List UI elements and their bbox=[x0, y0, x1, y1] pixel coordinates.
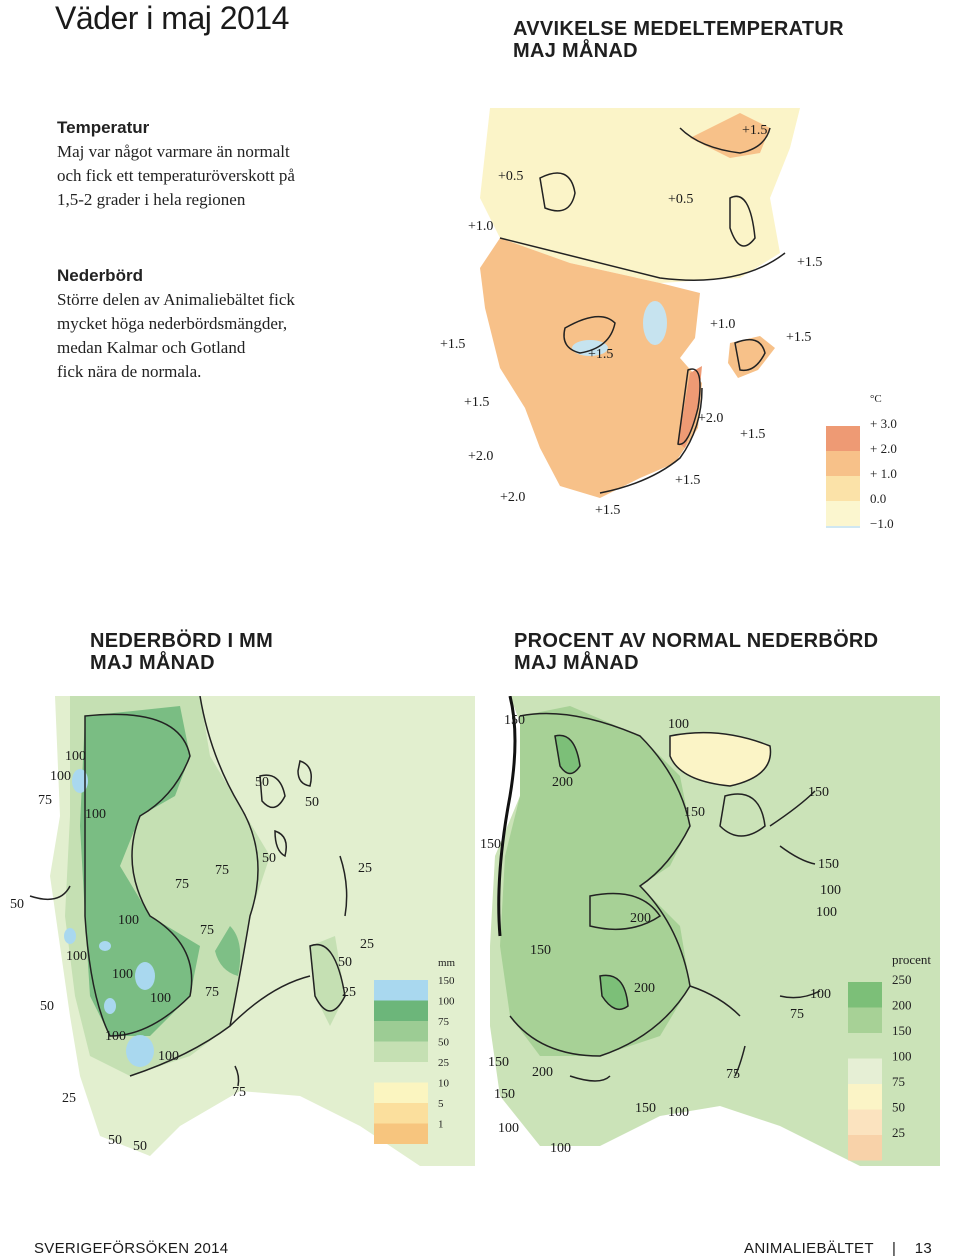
footer-section bbox=[744, 1240, 932, 1257]
legend-swatch bbox=[374, 1124, 428, 1145]
temp-map-title-line1: AVVIKELSE MEDELTEMPERATUR bbox=[513, 18, 844, 40]
mm-label-18: 25 bbox=[360, 937, 374, 952]
pct-label-12: 200 bbox=[634, 981, 655, 996]
legend-swatch bbox=[374, 1083, 428, 1104]
pct-label-22: 100 bbox=[550, 1141, 571, 1156]
temp-label-1: +1.5 bbox=[742, 123, 768, 138]
legend-swatch bbox=[374, 1001, 428, 1022]
legend-value: 75 bbox=[438, 1016, 449, 1028]
pct-label-6: 150 bbox=[480, 837, 501, 852]
precipitation-line-4: fick nära de normala. bbox=[57, 362, 202, 381]
mm-label-24: 75 bbox=[232, 1085, 246, 1100]
mm-label-21: 50 bbox=[40, 999, 54, 1014]
temperature-heading: Temperatur bbox=[57, 118, 150, 137]
mm-label-13: 100 bbox=[66, 949, 87, 964]
legend-swatch bbox=[826, 501, 860, 526]
temperature-map-svg bbox=[440, 108, 910, 528]
legend-swatch bbox=[848, 982, 882, 1008]
mm-label-7: 50 bbox=[262, 851, 276, 866]
mm-label-2: 100 bbox=[50, 769, 71, 784]
legend-value: 50 bbox=[438, 1036, 449, 1049]
pct-label-13: 100 bbox=[810, 987, 831, 1002]
legend-swatch bbox=[848, 1033, 882, 1059]
pct-label-9: 100 bbox=[816, 905, 837, 920]
pct-legend-unit: procent bbox=[892, 952, 931, 967]
percent-map-svg bbox=[480, 696, 950, 1166]
mm-label-10: 25 bbox=[358, 861, 372, 876]
temperature-deviation-map bbox=[440, 108, 910, 528]
mm-label-11: 50 bbox=[10, 897, 24, 912]
mm-legend bbox=[374, 975, 455, 1144]
mm-label-23: 100 bbox=[158, 1049, 179, 1064]
temperature-line-2: och fick ett temperaturöverskott på bbox=[57, 166, 295, 185]
legend-value: 200 bbox=[892, 997, 912, 1013]
temp-label-4: +1.0 bbox=[468, 219, 494, 234]
mm-label-16: 100 bbox=[150, 991, 171, 1006]
mm-label-15: 100 bbox=[112, 967, 133, 982]
mm-label-14: 75 bbox=[200, 923, 214, 938]
precip-map-title-line1: NEDERBÖRD I MM bbox=[90, 630, 274, 652]
legend-value: −1.0 bbox=[870, 516, 894, 528]
pct-label-18: 150 bbox=[635, 1101, 656, 1116]
pct-label-15: 150 bbox=[488, 1055, 509, 1070]
legend-swatch bbox=[374, 1103, 428, 1124]
pct-label-11: 150 bbox=[530, 943, 551, 958]
legend-value: + 2.0 bbox=[870, 441, 897, 456]
percent-map-title bbox=[514, 630, 878, 674]
legend-value: 150 bbox=[438, 975, 455, 987]
legend-value: 50 bbox=[892, 1099, 905, 1115]
mm-label-26: 50 bbox=[108, 1133, 122, 1148]
mm-legend-unit: mm bbox=[438, 957, 456, 969]
precip-map-title bbox=[90, 630, 273, 674]
pct-label-10: 200 bbox=[630, 911, 651, 926]
pct-label-20: 75 bbox=[726, 1067, 740, 1082]
percent-map-title-line1: PROCENT AV NORMAL NEDERBÖRD bbox=[514, 630, 879, 652]
mm-label-25: 25 bbox=[62, 1091, 76, 1106]
mm-label-3: 75 bbox=[38, 793, 52, 808]
mm-label-9: 75 bbox=[175, 877, 189, 892]
mm-label-19: 50 bbox=[338, 955, 352, 970]
temp-map-title bbox=[513, 18, 844, 62]
pct-label-7: 150 bbox=[818, 857, 839, 872]
precipitation-line-3: medan Kalmar och Gotland bbox=[57, 338, 246, 357]
legend-swatch bbox=[826, 526, 860, 528]
mm-label-1: 100 bbox=[65, 749, 86, 764]
legend-swatch bbox=[848, 1008, 882, 1034]
legend-swatch bbox=[374, 980, 428, 1001]
temp-label-13: +2.0 bbox=[468, 449, 494, 464]
precipitation-line-1: Större delen av Animaliebältet fick bbox=[57, 290, 295, 309]
mm-label-17: 75 bbox=[205, 985, 219, 1000]
temp-label-12: +1.5 bbox=[740, 427, 766, 442]
precipitation-mm-map bbox=[0, 696, 480, 1166]
mm-label-8: 75 bbox=[215, 863, 229, 878]
pct-label-17: 150 bbox=[494, 1087, 515, 1102]
legend-swatch bbox=[374, 1042, 428, 1063]
legend-swatch bbox=[848, 1084, 882, 1110]
pct-label-16: 200 bbox=[532, 1065, 553, 1080]
legend-swatch bbox=[374, 1062, 428, 1083]
mm-label-20: 25 bbox=[342, 985, 356, 1000]
legend-value: + 1.0 bbox=[870, 466, 897, 481]
footer-page-number: 13 bbox=[914, 1240, 932, 1257]
precipitation-percent-map bbox=[480, 696, 950, 1166]
pct-label-5: 150 bbox=[684, 805, 705, 820]
temp-label-10: +1.5 bbox=[464, 395, 490, 410]
legend-value: 10 bbox=[438, 1077, 449, 1090]
footer-section-name: ANIMALIEBÄLTET bbox=[744, 1240, 874, 1257]
temp-label-9: +1.5 bbox=[588, 347, 614, 362]
temperature-line-1: Maj var något varmare än normalt bbox=[57, 142, 290, 161]
temp-label-7: +1.0 bbox=[710, 317, 736, 332]
temperature-line-3: 1,5-2 grader i hela regionen bbox=[57, 190, 246, 209]
mm-label-4: 100 bbox=[85, 807, 106, 822]
precipitation-line-2: mycket höga nederbördsmängder, bbox=[57, 314, 288, 333]
precipitation-text-block bbox=[57, 264, 377, 384]
percent-map-title-line2: MAJ MÅNAD bbox=[514, 652, 639, 674]
pct-label-3: 200 bbox=[552, 775, 573, 790]
legend-value: 100 bbox=[438, 995, 455, 1008]
legend-value: 25 bbox=[892, 1125, 905, 1140]
legend-swatch bbox=[848, 1059, 882, 1085]
pct-label-21: 100 bbox=[498, 1121, 519, 1136]
legend-value: 1 bbox=[438, 1118, 444, 1131]
temp-label-16: +1.5 bbox=[595, 503, 621, 518]
mm-label-27: 50 bbox=[133, 1139, 147, 1154]
temp-legend-unit: °C bbox=[870, 393, 882, 405]
legend-swatch bbox=[826, 451, 860, 476]
temp-label-15: +2.0 bbox=[500, 490, 526, 505]
pct-label-4: 150 bbox=[808, 785, 829, 800]
temperature-text-block bbox=[57, 116, 377, 212]
mm-label-22: 100 bbox=[105, 1029, 126, 1044]
temp-map-title-line2: MAJ MÅNAD bbox=[513, 40, 638, 62]
temp-label-5: +1.5 bbox=[797, 255, 823, 270]
temp-label-14: +1.5 bbox=[675, 473, 701, 488]
legend-value: 0.0 bbox=[870, 491, 887, 506]
legend-swatch bbox=[848, 1110, 882, 1136]
temp-label-2: +0.5 bbox=[498, 169, 524, 184]
footer-publication: SVERIGEFÖRSÖKEN 2014 bbox=[34, 1240, 229, 1257]
legend-swatch bbox=[826, 426, 860, 451]
legend-value: 100 bbox=[892, 1048, 912, 1064]
legend-value: 75 bbox=[892, 1074, 905, 1089]
pct-label-14: 75 bbox=[790, 1007, 804, 1022]
legend-value: 5 bbox=[438, 1098, 444, 1110]
mm-label-12: 100 bbox=[118, 913, 139, 928]
temp-label-6: +1.5 bbox=[440, 337, 466, 352]
precip-map-title-line2: MAJ MÅNAD bbox=[90, 652, 215, 674]
mm-label-6: 50 bbox=[305, 795, 319, 810]
legend-value: 25 bbox=[438, 1057, 449, 1069]
pct-label-8: 100 bbox=[820, 883, 841, 898]
pct-label-19: 100 bbox=[668, 1105, 689, 1120]
mm-label-5: 50 bbox=[255, 775, 269, 790]
precipitation-map-svg bbox=[0, 696, 480, 1166]
pct-label-1: 150 bbox=[504, 713, 525, 728]
legend-swatch bbox=[848, 1135, 882, 1161]
temp-label-8: +1.5 bbox=[786, 330, 812, 345]
legend-value: 250 bbox=[892, 972, 912, 987]
pct-label-2: 100 bbox=[668, 717, 689, 732]
temp-label-11: +2.0 bbox=[698, 411, 724, 426]
temp-label-3: +0.5 bbox=[668, 192, 694, 207]
legend-swatch bbox=[374, 1021, 428, 1042]
page-title: Väder i maj 2014 bbox=[55, 0, 289, 36]
footer-separator: | bbox=[892, 1240, 897, 1257]
precipitation-heading: Nederbörd bbox=[57, 266, 143, 285]
legend-value: 150 bbox=[892, 1023, 912, 1038]
legend-swatch bbox=[826, 476, 860, 501]
legend-value: + 3.0 bbox=[870, 416, 897, 431]
